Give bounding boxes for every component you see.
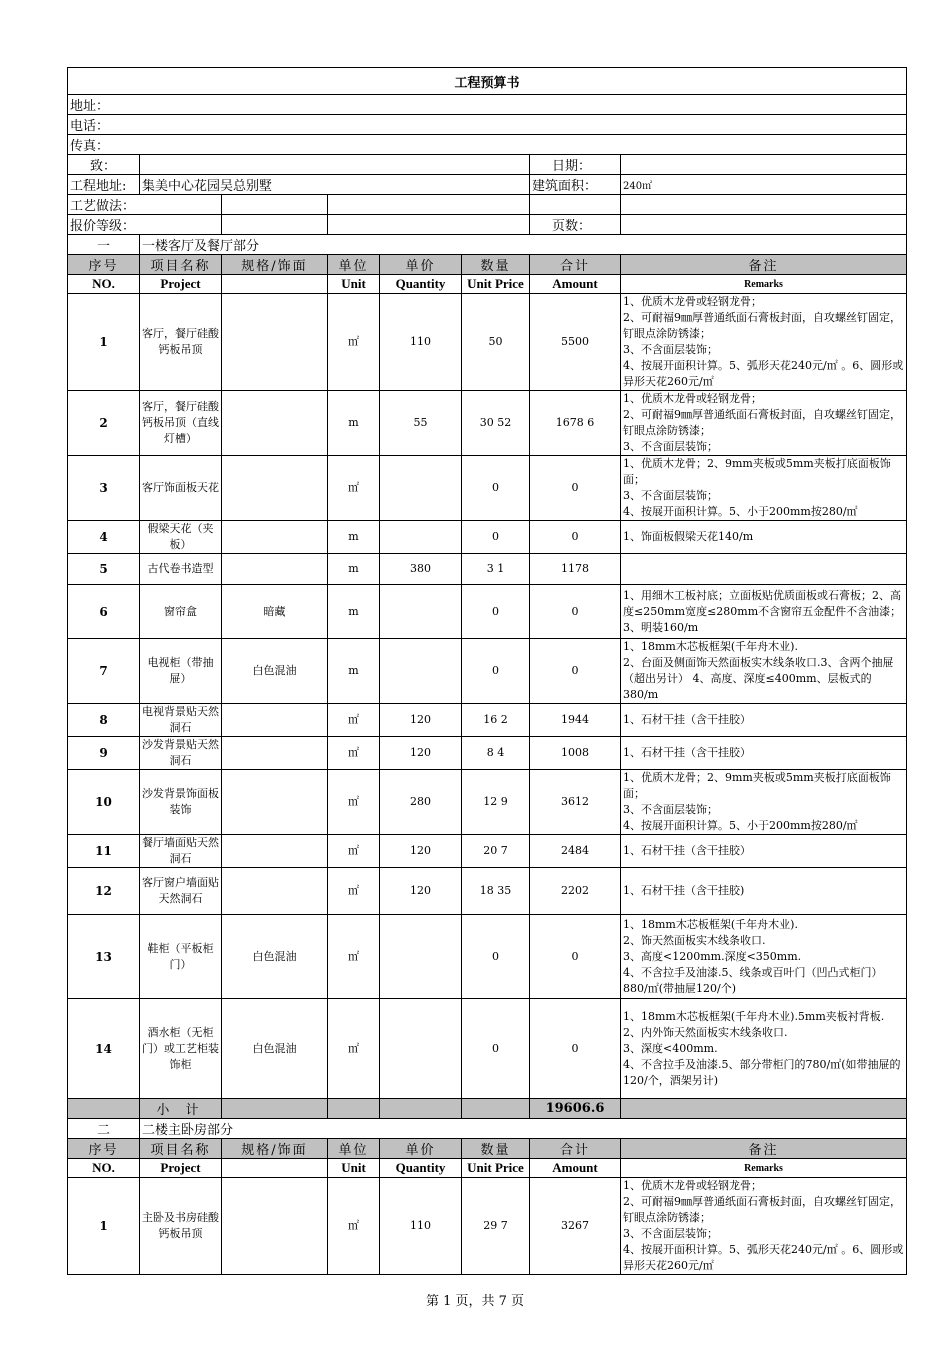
- row-spec: [222, 704, 328, 737]
- remark-line: 3、不含面层装饰；: [623, 803, 718, 816]
- remark-line: 1、18mm木芯板框架(千年舟木业).: [623, 640, 798, 653]
- remark-line: 2、饰天然面板实木线条收口.: [623, 933, 766, 947]
- row-remarks: [621, 868, 907, 915]
- row-project: 客厅饰面板天花: [140, 456, 222, 521]
- site-value: 集美中心花园吴总别墅: [140, 175, 530, 195]
- row-remarks: [621, 835, 907, 868]
- row-amount: 0: [530, 521, 621, 554]
- column-header-cn: 规格/饰面: [222, 1139, 328, 1159]
- row-number: 1: [68, 294, 140, 391]
- pages-label: 页数：: [530, 215, 621, 235]
- row-project: 假梁天花（夹板）: [140, 521, 222, 554]
- row-spec: [222, 294, 328, 391]
- date-value: [621, 155, 907, 175]
- row-quantity: [380, 521, 462, 554]
- row-remarks: [621, 639, 907, 704]
- column-header-cn: 项目名称: [140, 255, 222, 275]
- row-number: 11: [68, 835, 140, 868]
- row-quantity: 110: [380, 1178, 462, 1275]
- row-unit: m: [328, 391, 380, 456]
- row-project: 古代卷书造型: [140, 554, 222, 585]
- section-number: 一: [68, 235, 140, 255]
- row-amount: 1678 6: [530, 391, 621, 456]
- row-project: 餐厅墙面贴天然洞石: [140, 835, 222, 868]
- row-unit: m: [328, 521, 380, 554]
- column-header-en: NO.: [68, 275, 140, 294]
- row-remarks: [621, 585, 907, 639]
- column-header-en: Quantity: [380, 275, 462, 294]
- table-row: [68, 391, 907, 456]
- table-row: [68, 1178, 907, 1275]
- remark-line: 4、按展开面积计算。5、弧形天花240元/㎡ 。6、圆形或异形天花260元/㎡: [623, 1243, 904, 1272]
- to-value: [140, 155, 530, 175]
- section-title: 一楼客厅及餐厅部分: [140, 235, 907, 255]
- row-unit: ㎡: [328, 737, 380, 770]
- table-row: [68, 737, 907, 770]
- row-unit-price: 0: [462, 585, 530, 639]
- remark-line: 1、优质木龙骨或轻钢龙骨；: [623, 1179, 762, 1192]
- column-header-cn: 合计: [530, 1139, 621, 1159]
- row-remarks: [621, 915, 907, 999]
- row-amount: 0: [530, 999, 621, 1099]
- row-quantity: 110: [380, 294, 462, 391]
- remark-line: 4、不含拉手及油漆.5、线条或百叶门（凹凸式柜门）880/㎡(带抽屉120/个): [623, 965, 883, 995]
- column-header-en: Remarks: [621, 1159, 907, 1178]
- row-unit-price: 16 2: [462, 704, 530, 737]
- row-unit: m: [328, 585, 380, 639]
- remark-line: 3、不含面层装饰；: [623, 440, 718, 453]
- table-row: [68, 456, 907, 521]
- row-quantity: [380, 915, 462, 999]
- column-header-cn: 单位: [328, 1139, 380, 1159]
- row-unit: ㎡: [328, 915, 380, 999]
- row-project: 鞋柜（平板柜门）: [140, 915, 222, 999]
- row-unit: ㎡: [328, 704, 380, 737]
- section-number: 二: [68, 1119, 140, 1139]
- row-number: 1: [68, 1178, 140, 1275]
- row-unit: ㎡: [328, 999, 380, 1099]
- row-remarks: [621, 737, 907, 770]
- row-amount: 5500: [530, 294, 621, 391]
- remark-line: 4、按展开面积计算。5、小于200mm按280/㎡: [623, 819, 858, 832]
- row-unit-price: 20 7: [462, 835, 530, 868]
- subtotal-label: 小 计: [140, 1099, 222, 1119]
- row-unit: ㎡: [328, 868, 380, 915]
- table-row: [68, 585, 907, 639]
- row-quantity: [380, 639, 462, 704]
- row-project: 沙发背景贴天然洞石: [140, 737, 222, 770]
- column-header-en: Project: [140, 275, 222, 294]
- column-header-en: Unit Price: [462, 275, 530, 294]
- remark-line: 1、优质木龙骨；2、9mm夹板或5mm夹板打底面板饰面；: [623, 771, 891, 800]
- page-title: 工程预算书: [68, 68, 907, 95]
- row-project: 窗帘盒: [140, 585, 222, 639]
- row-unit: ㎡: [328, 1178, 380, 1275]
- column-header-cn: 数量: [462, 1139, 530, 1159]
- row-quantity: 120: [380, 835, 462, 868]
- area-label: 建筑面积：: [530, 175, 621, 195]
- row-spec: [222, 770, 328, 835]
- column-header-cn: 单价: [380, 1139, 462, 1159]
- row-amount: 3267: [530, 1178, 621, 1275]
- subtotal-cell: [68, 1099, 140, 1119]
- row-unit: ㎡: [328, 294, 380, 391]
- row-number: 14: [68, 999, 140, 1099]
- row-remarks: [621, 521, 907, 554]
- remark-line: 2、可耐福9㎜厚普通纸面石膏板封面，自攻螺丝钉固定，钉眼点涂防锈漆；: [623, 1195, 901, 1224]
- row-amount: 1008: [530, 737, 621, 770]
- row-remarks: [621, 456, 907, 521]
- row-spec: [222, 521, 328, 554]
- column-header-en: Amount: [530, 275, 621, 294]
- row-amount: 0: [530, 639, 621, 704]
- remark-line: 2、可耐福9㎜厚普通纸面石膏板封面，自攻螺丝钉固定，钉眼点涂防锈漆；: [623, 311, 901, 340]
- row-amount: 3612: [530, 770, 621, 835]
- row-unit-price: 12 9: [462, 770, 530, 835]
- row-unit-price: 0: [462, 915, 530, 999]
- grade-label: 报价等级：: [68, 215, 222, 235]
- remark-line: 1、石材干挂（含干挂胶): [623, 884, 745, 897]
- row-quantity: 120: [380, 868, 462, 915]
- row-spec: 白色混油: [222, 999, 328, 1099]
- fax-label: 传真：: [68, 135, 907, 155]
- row-quantity: 55: [380, 391, 462, 456]
- site-label: 工程地址:: [68, 175, 140, 195]
- row-unit-price: 0: [462, 639, 530, 704]
- remark-line: 3、不含面层装饰；: [623, 343, 718, 356]
- to-label: 致：: [68, 155, 140, 175]
- row-quantity: 120: [380, 704, 462, 737]
- row-number: 7: [68, 639, 140, 704]
- row-number: 5: [68, 554, 140, 585]
- phone-label: 电话：: [68, 115, 907, 135]
- row-unit: ㎡: [328, 835, 380, 868]
- remark-line: 1、饰面板假梁天花140/m: [623, 530, 754, 543]
- remark-line: 2、台面及侧面饰天然面板实木线条收口.3、含两个抽屉（超出另计） 4、高度、深度≤400mm、层板式的380/m: [623, 656, 894, 701]
- column-header-en: Unit: [328, 275, 380, 294]
- row-amount: 1944: [530, 704, 621, 737]
- column-header-en: Quantity: [380, 1159, 462, 1178]
- remark-line: 2、可耐福9㎜厚普通纸面石膏板封面，自攻螺丝钉固定，钉眼点涂防锈漆；: [623, 408, 901, 437]
- column-header-en: Unit Price: [462, 1159, 530, 1178]
- row-number: 8: [68, 704, 140, 737]
- column-header-cn: 序号: [68, 255, 140, 275]
- table-row: [68, 521, 907, 554]
- remark-line: 1、18mm木芯板框架(千年舟木业).: [623, 917, 798, 931]
- table-row: [68, 835, 907, 868]
- remark-line: 1、石材干挂（含干挂胶）: [623, 713, 751, 726]
- row-project: 客厅，餐厅硅酸钙板吊顶（直线灯槽）: [140, 391, 222, 456]
- row-amount: 2202: [530, 868, 621, 915]
- remark-line: 4、不含拉手及油漆.5、部分带柜门的780/㎡(如带抽屉的120/个，酒架另计): [623, 1057, 901, 1087]
- column-header-cn: 备注: [621, 255, 907, 275]
- row-spec: 暗藏: [222, 585, 328, 639]
- table-row: [68, 999, 907, 1099]
- row-number: 3: [68, 456, 140, 521]
- row-quantity: 120: [380, 737, 462, 770]
- row-unit-price: 50: [462, 294, 530, 391]
- row-unit-price: 29 7: [462, 1178, 530, 1275]
- row-quantity: [380, 585, 462, 639]
- remark-line: 1、18mm木芯板框架(千年舟木业).5mm夹板衬背板. 2、内外饰天然面板实木线条收口.: [623, 1009, 885, 1039]
- row-unit-price: 8 4: [462, 737, 530, 770]
- column-header-cn: 单位: [328, 255, 380, 275]
- craft-label: 工艺做法：: [68, 195, 222, 215]
- column-header-cn: 序号: [68, 1139, 140, 1159]
- row-number: 6: [68, 585, 140, 639]
- row-number: 10: [68, 770, 140, 835]
- row-unit-price: 0: [462, 521, 530, 554]
- row-amount: 1178: [530, 554, 621, 585]
- table-row: [68, 868, 907, 915]
- row-spec: [222, 835, 328, 868]
- row-unit-price: 30 52: [462, 391, 530, 456]
- remark-line: 1、石材干挂（含干挂胶）: [623, 746, 751, 759]
- remark-line: 1、优质木龙骨或轻钢龙骨；: [623, 295, 762, 308]
- row-remarks: [621, 1178, 907, 1275]
- row-quantity: [380, 456, 462, 521]
- row-remarks: [621, 999, 907, 1099]
- table-row: [68, 770, 907, 835]
- row-unit-price: 0: [462, 999, 530, 1099]
- column-header-cn: 备注: [621, 1139, 907, 1159]
- row-project: 电视柜（带抽屉）: [140, 639, 222, 704]
- row-unit-price: 18 35: [462, 868, 530, 915]
- subtotal-amount: 19606.6: [530, 1099, 621, 1119]
- row-remarks: [621, 294, 907, 391]
- column-header-en: [222, 1159, 328, 1178]
- row-amount: 0: [530, 915, 621, 999]
- column-header-cn: 单价: [380, 255, 462, 275]
- row-unit: ㎡: [328, 770, 380, 835]
- row-quantity: 380: [380, 554, 462, 585]
- row-quantity: [380, 999, 462, 1099]
- row-amount: 0: [530, 456, 621, 521]
- remark-line: 1、优质木龙骨；2、9mm夹板或5mm夹板打底面板饰面；: [623, 457, 891, 486]
- row-amount: 2484: [530, 835, 621, 868]
- area-value: 240㎡: [621, 175, 907, 195]
- row-spec: 白色混油: [222, 915, 328, 999]
- remark-line: 3、高度<1200mm.深度<350mm.: [623, 949, 802, 963]
- table-row: [68, 639, 907, 704]
- address-label: 地址：: [68, 95, 907, 115]
- table-row: [68, 554, 907, 585]
- column-header-en: Remarks: [621, 275, 907, 294]
- remark-line: 1、用细木工板衬底；立面板贴优质面板或石膏板；2、高度≤250mm宽度≤280mm不含窗帘五金配件不含油漆；3、明装160/m: [623, 588, 902, 634]
- row-number: 9: [68, 737, 140, 770]
- section-title: 二楼主卧房部分: [140, 1119, 907, 1139]
- row-number: 12: [68, 868, 140, 915]
- table-row: [68, 294, 907, 391]
- column-header-cn: 规格/饰面: [222, 255, 328, 275]
- row-unit-price: 3 1: [462, 554, 530, 585]
- remark-line: 4、按展开面积计算。5、弧形天花240元/㎡ 。6、圆形或异形天花260元/㎡: [623, 359, 904, 388]
- row-unit: ㎡: [328, 456, 380, 521]
- column-header-en: Amount: [530, 1159, 621, 1178]
- table-row: [68, 915, 907, 999]
- date-label: 日期：: [530, 155, 621, 175]
- row-number: 13: [68, 915, 140, 999]
- row-quantity: 280: [380, 770, 462, 835]
- column-header-en: Project: [140, 1159, 222, 1178]
- row-spec: [222, 456, 328, 521]
- row-project: 沙发背景饰面板装饰: [140, 770, 222, 835]
- column-header-cn: 项目名称: [140, 1139, 222, 1159]
- row-remarks: [621, 554, 907, 585]
- row-project: 客厅，餐厅硅酸钙板吊顶: [140, 294, 222, 391]
- remark-line: 3、不含面层装饰；: [623, 489, 718, 502]
- column-header-en: Unit: [328, 1159, 380, 1178]
- remark-line: 3、不含面层装饰；: [623, 1227, 718, 1240]
- column-header-en: [222, 275, 328, 294]
- table-row: [68, 704, 907, 737]
- column-header-en: NO.: [68, 1159, 140, 1178]
- row-unit: m: [328, 554, 380, 585]
- row-project: 主卧及书房硅酸钙板吊顶: [140, 1178, 222, 1275]
- remark-line: 1、优质木龙骨或轻钢龙骨；: [623, 392, 762, 405]
- column-header-cn: 合计: [530, 255, 621, 275]
- row-spec: 白色混油: [222, 639, 328, 704]
- row-spec: [222, 737, 328, 770]
- row-project: 客厅窗户墙面贴天然洞石: [140, 868, 222, 915]
- row-unit: m: [328, 639, 380, 704]
- row-project: 电视背景贴天然洞石: [140, 704, 222, 737]
- row-spec: [222, 391, 328, 456]
- row-spec: [222, 868, 328, 915]
- row-spec: [222, 1178, 328, 1275]
- row-remarks: [621, 391, 907, 456]
- row-remarks: [621, 770, 907, 835]
- page-footer: 第 1 页，共 7 页: [425, 1294, 525, 1309]
- row-project: 酒水柜（无柜门）或工艺柜装饰柜: [140, 999, 222, 1099]
- row-remarks: [621, 704, 907, 737]
- row-number: 4: [68, 521, 140, 554]
- remark-line: 1、石材干挂（含干挂胶）: [623, 844, 751, 857]
- row-amount: 0: [530, 585, 621, 639]
- row-unit-price: 0: [462, 456, 530, 521]
- row-spec: [222, 554, 328, 585]
- remark-line: 3、深度<400mm.: [623, 1041, 718, 1055]
- column-header-cn: 数量: [462, 255, 530, 275]
- budget-sheet: [67, 67, 907, 1275]
- remark-line: 4、按展开面积计算。5、小于200mm按280/㎡: [623, 505, 858, 518]
- row-number: 2: [68, 391, 140, 456]
